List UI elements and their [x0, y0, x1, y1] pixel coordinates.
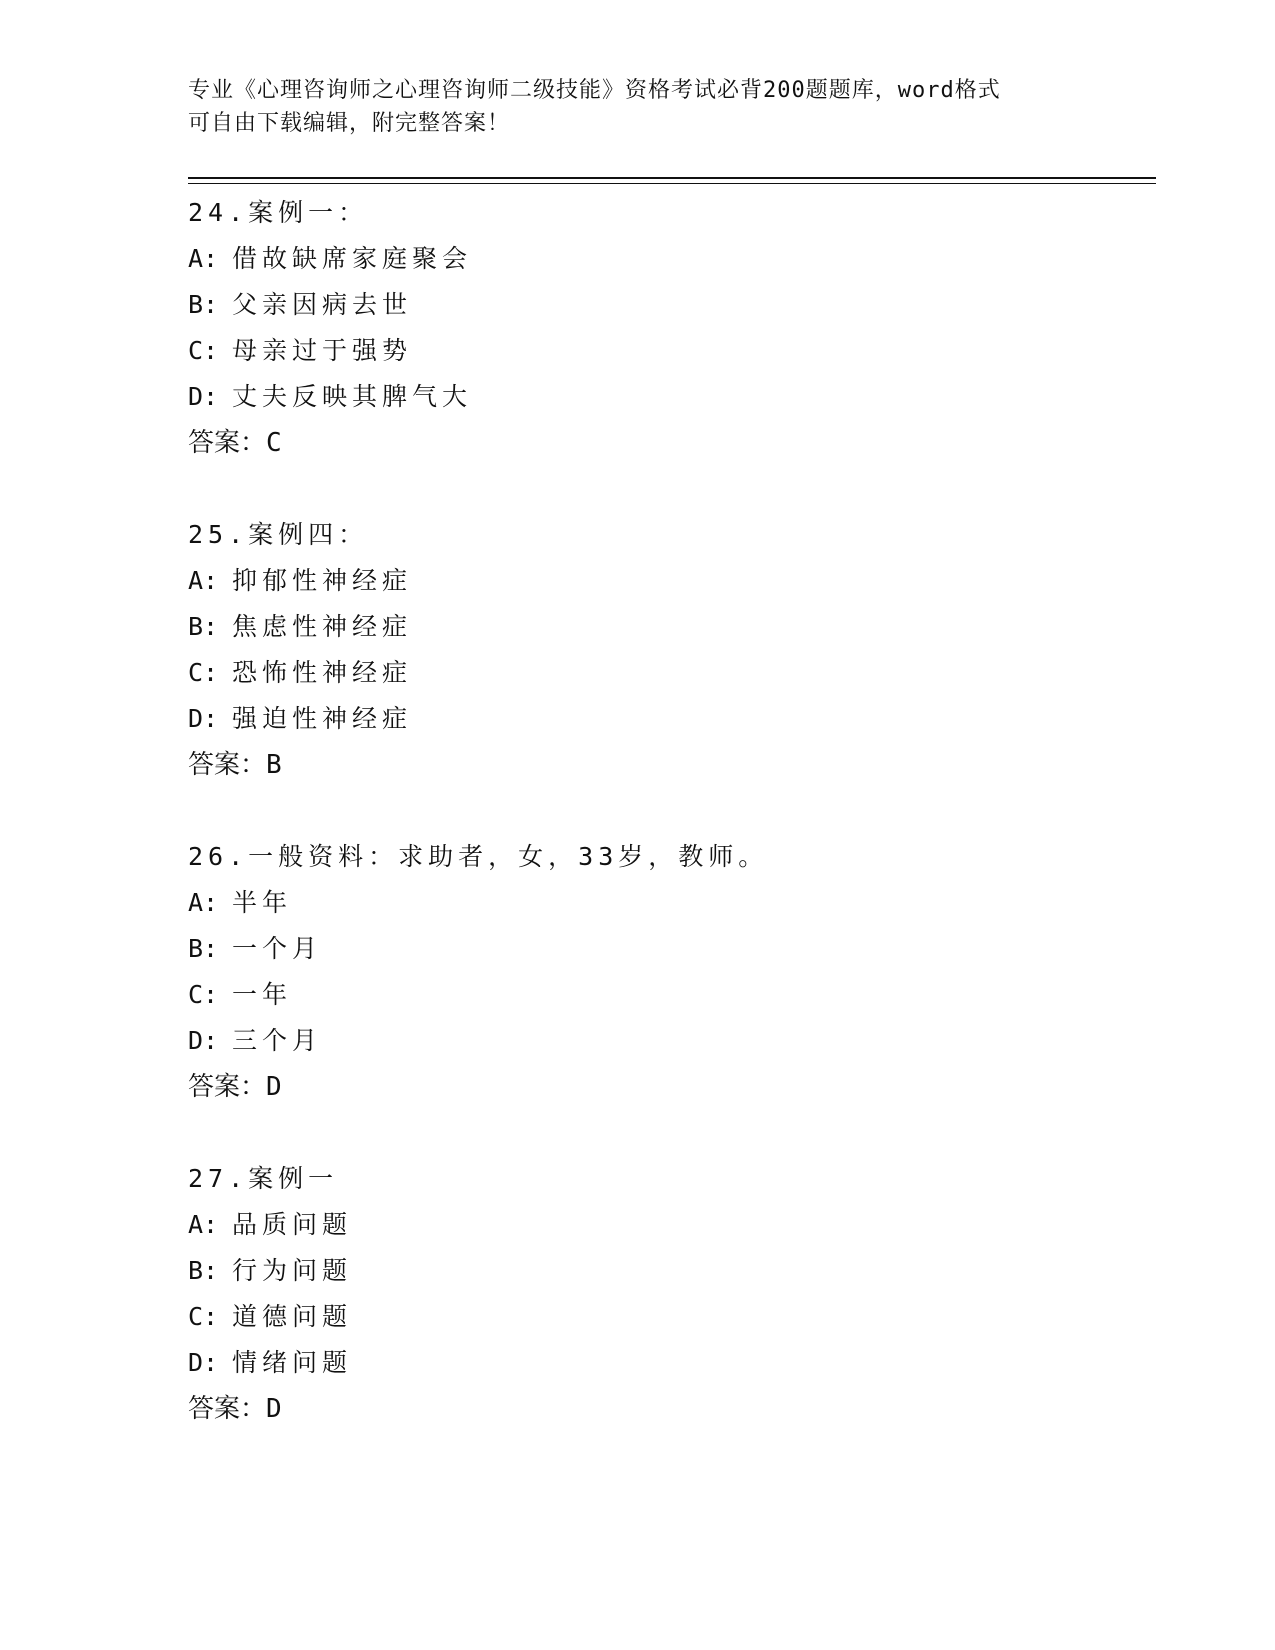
question-text: 案例一： [248, 198, 369, 227]
option-text: 抑郁性神经症 [232, 566, 413, 595]
option-key: B: [188, 1256, 219, 1285]
question-number: 27. [188, 1164, 249, 1193]
option-text: 丈夫反映其脾气大 [232, 382, 473, 411]
option-text: 三个月 [232, 1026, 323, 1055]
answer-line [188, 420, 1148, 466]
answer-label: 答案： [188, 1394, 267, 1424]
option-key: C: [188, 658, 219, 687]
question-text: 案例四： [248, 520, 369, 549]
question-item [188, 834, 1148, 1110]
option-key: B: [188, 612, 219, 641]
option-text: 借故缺席家庭聚会 [232, 244, 473, 273]
option-text: 恐怖性神经症 [232, 658, 413, 687]
option-key: B: [188, 934, 219, 963]
option-text: 道德问题 [232, 1302, 353, 1331]
question-item [188, 1156, 1148, 1432]
option-c [188, 972, 1148, 1018]
option-a [188, 236, 1148, 282]
question-text: 案例一 [248, 1164, 339, 1193]
question-stem [188, 512, 1148, 558]
option-key: C: [188, 980, 219, 1009]
option-d [188, 1340, 1148, 1386]
answer-line [188, 1386, 1148, 1432]
answer-line [188, 1064, 1148, 1110]
answer-line [188, 742, 1148, 788]
option-b [188, 604, 1148, 650]
option-d [188, 696, 1148, 742]
answer-label: 答案： [188, 1072, 267, 1102]
question-text: 一般资料：求助者，女，33岁，教师。 [248, 842, 769, 871]
option-key: B: [188, 290, 219, 319]
option-c [188, 328, 1148, 374]
option-key: C: [188, 336, 219, 365]
option-d [188, 374, 1148, 420]
answer-value: B [266, 750, 282, 780]
option-key: A: [188, 566, 219, 595]
answer-value: D [266, 1072, 282, 1102]
question-stem [188, 1156, 1148, 1202]
header-divider-thick [188, 177, 1156, 179]
option-text: 一个月 [232, 934, 323, 963]
option-text: 父亲因病去世 [232, 290, 413, 319]
option-text: 焦虑性神经症 [232, 612, 413, 641]
header-divider-thin [188, 183, 1156, 184]
option-key: A: [188, 888, 219, 917]
question-stem [188, 190, 1148, 236]
option-text: 强迫性神经症 [232, 704, 413, 733]
header-title-line-1: 专业《心理咨询师之心理咨询师二级技能》资格考试必背200题题库，word格式 [188, 78, 1001, 103]
option-key: A: [188, 1210, 219, 1239]
option-b [188, 282, 1148, 328]
option-b [188, 926, 1148, 972]
option-key: D: [188, 382, 219, 411]
option-c [188, 650, 1148, 696]
option-b [188, 1248, 1148, 1294]
question-number: 25. [188, 520, 249, 549]
option-text: 情绪问题 [232, 1348, 353, 1377]
question-number: 24. [188, 198, 249, 227]
option-key: D: [188, 1026, 219, 1055]
option-text: 一年 [232, 980, 293, 1009]
option-a [188, 880, 1148, 926]
question-item [188, 190, 1148, 466]
option-a [188, 558, 1148, 604]
option-text: 品质问题 [232, 1210, 353, 1239]
document-header [188, 74, 1088, 140]
question-number: 26. [188, 842, 249, 871]
option-a [188, 1202, 1148, 1248]
answer-label: 答案： [188, 750, 267, 780]
option-key: C: [188, 1302, 219, 1331]
option-key: A: [188, 244, 219, 273]
option-d [188, 1018, 1148, 1064]
question-item [188, 512, 1148, 788]
option-text: 行为问题 [232, 1256, 353, 1285]
option-text: 半年 [232, 888, 293, 917]
question-stem [188, 834, 1148, 880]
option-c [188, 1294, 1148, 1340]
answer-value: C [266, 428, 282, 458]
option-text: 母亲过于强势 [232, 336, 413, 365]
header-title-line-2: 可自由下载编辑，附完整答案！ [188, 111, 511, 136]
question-list [188, 190, 1148, 1478]
option-key: D: [188, 704, 219, 733]
answer-label: 答案： [188, 428, 267, 458]
answer-value: D [266, 1394, 282, 1424]
option-key: D: [188, 1348, 219, 1377]
